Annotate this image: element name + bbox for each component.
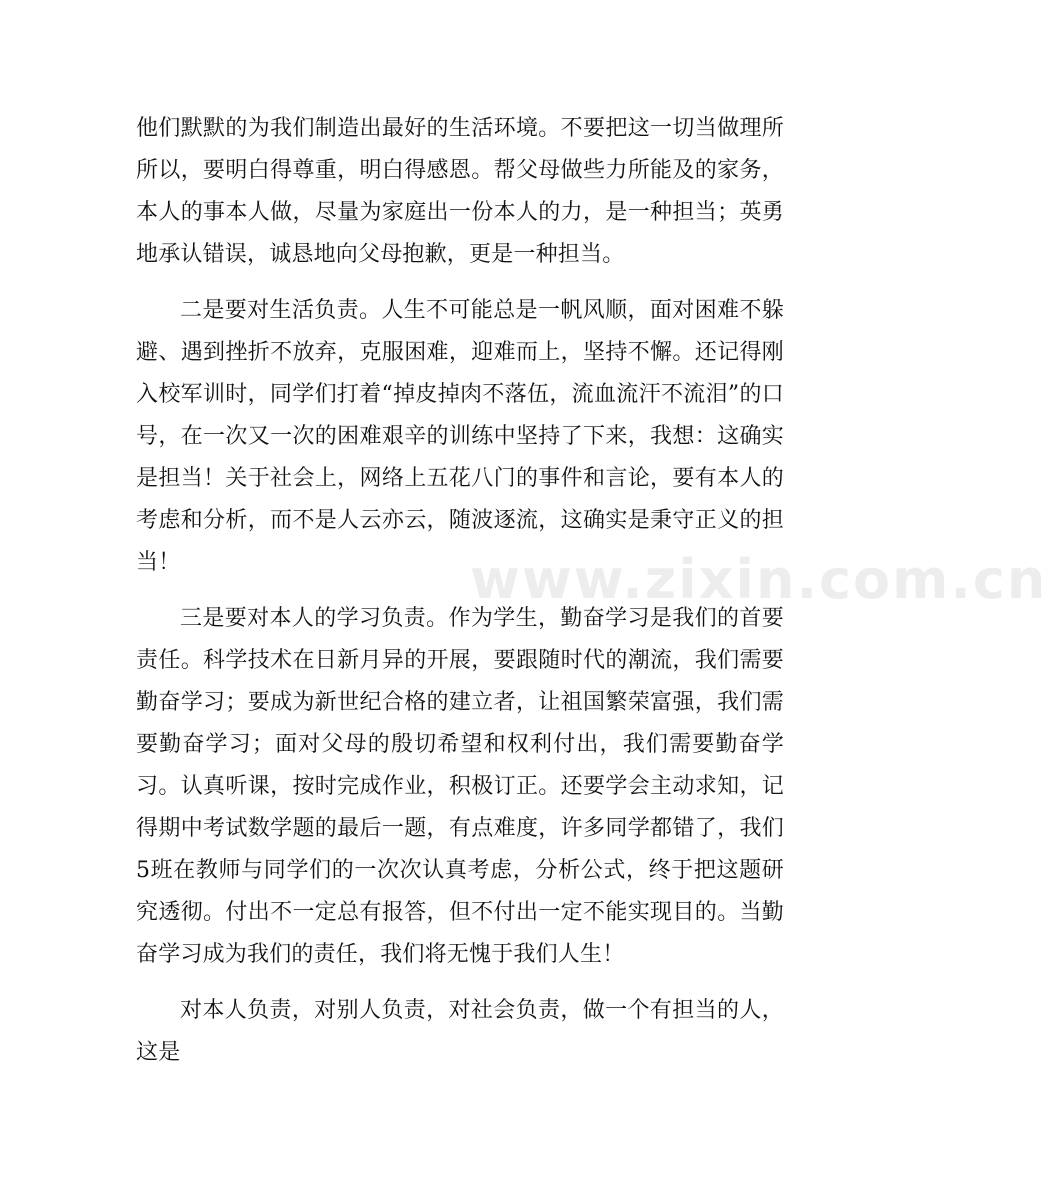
paragraph-1: 他们默默的为我们制造出最好的生活环境。不要把这一切当做理所所以，要明白得尊重，明白得感恩。帮父母做些力所能及的家务，本人的事本人做，尽量为家庭出一份本人的力，是一种担当；英勇地承认错误，诚恳地向父母抱歉，更是一种担当。: [136, 116, 784, 267]
paragraph-3: 三是要对本人的学习负责。作为学生，勤奋学习是我们的首要责任。科学技术在日新月异的开展，要跟随时代的潮流，我们需要勤奋学习；要成为新世纪合格的建立者，让祖国繁荣富强，我们需要勤奋学习；面对父母的殷切希望和权利付出，我们需要勤奋学习。认真听课，按时完成作业，积极订正。还要学会主动求知，记得期中考试数学题的最后一题，有点难度，许多同学都错了，我们5班在教师与同学们的一次次认真考虑，分析公式，终于把这题研究透彻。付出不一定总有报答，但不付出一定不能实现目的。当勤奋学习成为我们的责任，我们将无愧于我们人生！: [136, 606, 784, 967]
document-body: [136, 108, 784, 1088]
watermark: www.zixin.com.cn: [470, 548, 1047, 611]
paragraph-4: 对本人负责，对别人负责，对社会负责，做一个有担当的人，这是: [136, 998, 784, 1065]
paragraph-2: 二是要对生活负责。人生不可能总是一帆风顺，面对困难不躲避、遇到挫折不放弃，克服困难，迎难而上，坚持不懈。还记得刚入校军训时，同学们打着“掉皮掉肉不落伍，流血流汗不流泪”的口号，在一次又一次的困难艰辛的训练中坚持了下来，我想：这确实是担当！关于社会上，网络上五花八门的事件和言论，要有本人的考虑和分析，而不是人云亦云，随波逐流，这确实是秉守正义的担当！: [136, 298, 784, 575]
